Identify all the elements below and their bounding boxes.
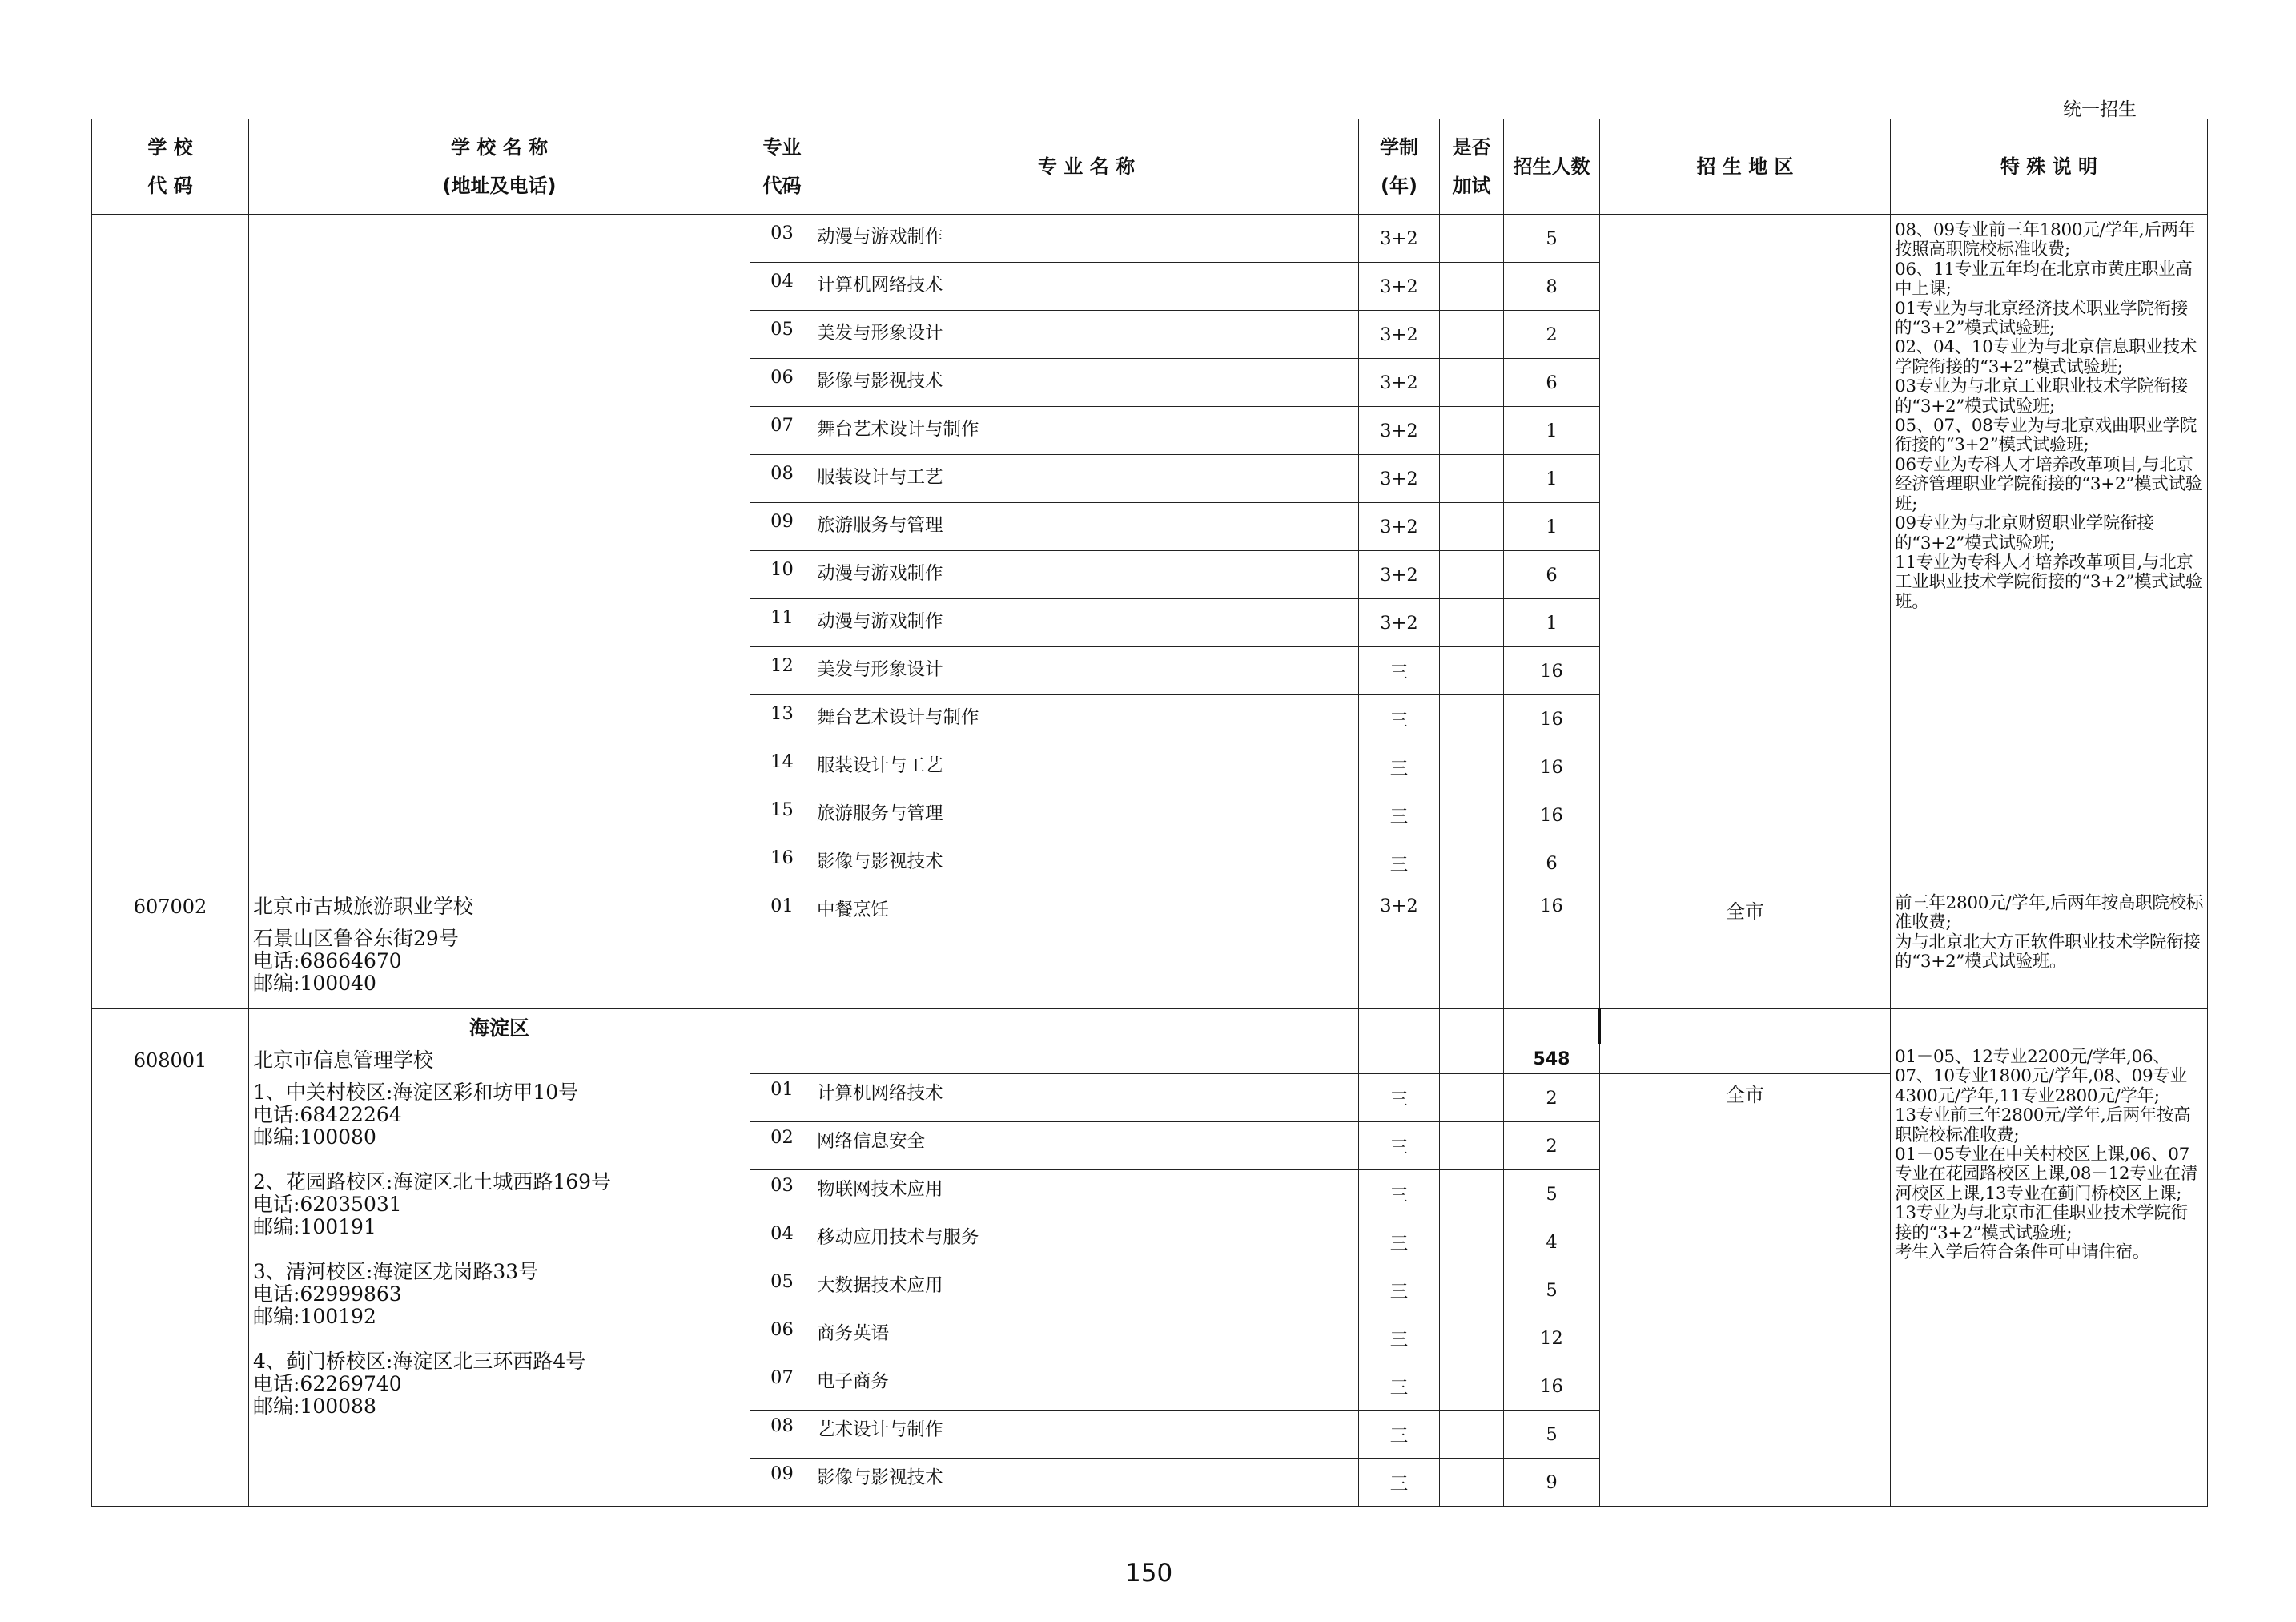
duration: 3+2 xyxy=(1359,407,1440,455)
major-name: 物联网技术应用 xyxy=(814,1170,1359,1218)
major-name: 舞台艺术设计与制作 xyxy=(814,407,1359,455)
school-name: 北京市信息管理学校 xyxy=(253,1048,434,1072)
school-608001 xyxy=(92,1044,2208,1507)
school-code xyxy=(92,215,249,887)
major-code: 03 xyxy=(750,215,814,263)
page-number: 150 xyxy=(1125,1559,1173,1588)
major-code: 03 xyxy=(750,1170,814,1218)
major-code xyxy=(750,1044,814,1074)
major-code: 12 xyxy=(750,647,814,695)
district-row xyxy=(92,1009,2208,1044)
enroll-count: 16 xyxy=(1504,791,1600,839)
school-name: 北京市古城旅游职业学校 xyxy=(253,895,474,918)
major-code: 05 xyxy=(750,1266,814,1314)
duration: 三 xyxy=(1359,647,1440,695)
enroll-count: 2 xyxy=(1504,1122,1600,1170)
duration: 三 xyxy=(1359,1074,1440,1122)
school-info xyxy=(249,215,750,887)
district-name: 海淀区 xyxy=(249,1009,750,1044)
major-name: 旅游服务与管理 xyxy=(814,503,1359,551)
enroll-count: 16 xyxy=(1504,695,1600,743)
major-code: 16 xyxy=(750,839,814,887)
enroll-count: 4 xyxy=(1504,1218,1600,1266)
major-code: 15 xyxy=(750,791,814,839)
enroll-count: 5 xyxy=(1504,215,1600,263)
enroll-count: 1 xyxy=(1504,407,1600,455)
duration: 3+2 xyxy=(1359,887,1440,1009)
enroll-count: 16 xyxy=(1504,1362,1600,1411)
extra-test xyxy=(1440,1266,1504,1314)
notes: 08、09专业前三年1800元/学年,后两年按照高职院校标准收费; 06、11专业五年均在北京市黄庄职业高中上课; 01专业为与北京经济技术职业学院衔接的“3+2”模式试验班; 02、04、10专业为与北京信息职业技术学院衔接的“3+2”模式试验班; 03专业为与北京工业职业技术学院衔接的“3+2”模式试验班; 05、07、08专业为与北京戏曲职业学院衔接的“3+2”模式试验班; 06专业为专科人才培养改革项目,与北京经济管理职业学院衔接的“3+2”模式试验班; 09专业为与北京财贸职业学院衔接的“3+2”模式试验班; 11专业为专科人才培养改革项目,与北京工业职业技术学院衔接的“3+2”模式试验班。 xyxy=(1891,215,2208,887)
group1-rows xyxy=(92,215,2208,887)
extra-test xyxy=(1440,839,1504,887)
header-school-code: 学 校 代 码 xyxy=(92,119,249,215)
duration: 三 xyxy=(1359,1122,1440,1170)
duration: 三 xyxy=(1359,839,1440,887)
extra-test xyxy=(1440,743,1504,791)
duration: 3+2 xyxy=(1359,599,1440,647)
header-region: 招 生 地 区 xyxy=(1600,119,1891,215)
extra-test xyxy=(1440,359,1504,407)
major-name: 网络信息安全 xyxy=(814,1122,1359,1170)
enroll-count: 16 xyxy=(1504,743,1600,791)
enroll-count: 5 xyxy=(1504,1170,1600,1218)
header-duration: 学制 (年) xyxy=(1359,119,1440,215)
extra-test xyxy=(1440,1122,1504,1170)
enroll-count: 5 xyxy=(1504,1411,1600,1459)
school-607002 xyxy=(92,887,2208,1044)
major-name: 中餐烹饪 xyxy=(814,887,1359,1009)
enroll-count: 9 xyxy=(1504,1459,1600,1507)
school-address: 石景山区鲁谷东街29号 电话:68664670 邮编:100040 xyxy=(253,927,459,995)
school-code: 608001 xyxy=(92,1044,249,1507)
extra-test xyxy=(1440,263,1504,311)
major-code: 10 xyxy=(750,551,814,599)
header-notes: 特 殊 说 明 xyxy=(1891,119,2208,215)
major-code: 11 xyxy=(750,599,814,647)
enroll-count: 16 xyxy=(1504,647,1600,695)
enroll-count: 12 xyxy=(1504,1314,1600,1362)
header-extra-test: 是否 加试 xyxy=(1440,119,1504,215)
duration: 3+2 xyxy=(1359,551,1440,599)
extra-test xyxy=(1440,1074,1504,1122)
page-category-tag: 统一招生 xyxy=(2063,99,2137,120)
major-code: 04 xyxy=(750,263,814,311)
enroll-count: 2 xyxy=(1504,1074,1600,1122)
duration: 三 xyxy=(1359,791,1440,839)
duration: 3+2 xyxy=(1359,503,1440,551)
enrollment-table xyxy=(91,119,2208,1507)
duration: 三 xyxy=(1359,1362,1440,1411)
extra-test xyxy=(1440,1314,1504,1362)
school-info xyxy=(249,887,750,1009)
major-name: 影像与影视技术 xyxy=(814,1459,1359,1507)
extra-test xyxy=(1440,1362,1504,1411)
major-name xyxy=(814,1044,1359,1074)
duration: 3+2 xyxy=(1359,455,1440,503)
major-code: 02 xyxy=(750,1122,814,1170)
major-name: 美发与形象设计 xyxy=(814,647,1359,695)
region xyxy=(1600,215,1891,887)
major-code: 08 xyxy=(750,1411,814,1459)
duration: 3+2 xyxy=(1359,359,1440,407)
extra-test xyxy=(1440,1411,1504,1459)
major-code: 07 xyxy=(750,1362,814,1411)
school-info xyxy=(249,1044,750,1507)
region-top xyxy=(1600,1044,1891,1074)
enroll-count: 5 xyxy=(1504,1266,1600,1314)
major-code: 01 xyxy=(750,1074,814,1122)
major-name: 动漫与游戏制作 xyxy=(814,551,1359,599)
duration xyxy=(1359,1044,1440,1074)
enroll-count: 1 xyxy=(1504,503,1600,551)
duration: 三 xyxy=(1359,743,1440,791)
region: 全市 xyxy=(1600,1074,1891,1507)
extra-test xyxy=(1440,887,1504,1009)
major-name: 服装设计与工艺 xyxy=(814,455,1359,503)
major-name: 计算机网络技术 xyxy=(814,1074,1359,1122)
extra-test xyxy=(1440,215,1504,263)
extra-test xyxy=(1440,1459,1504,1507)
major-name: 电子商务 xyxy=(814,1362,1359,1411)
major-code: 04 xyxy=(750,1218,814,1266)
extra-test xyxy=(1440,407,1504,455)
header-major-code: 专业 代码 xyxy=(750,119,814,215)
major-code: 08 xyxy=(750,455,814,503)
duration: 三 xyxy=(1359,1218,1440,1266)
duration: 三 xyxy=(1359,1459,1440,1507)
school-address: 1、中关村校区:海淀区彩和坊甲10号 电话:68422264 邮编:100080 2、花园路校区:海淀区北土城西路169号 电话:62035031 邮编:100191 3、清河校区:海淀区龙岗路33号 电话:62999863 邮编:100192 4、蓟门桥校区:海淀区北三环西路4号 电话:62269740 邮编:100088 xyxy=(253,1081,612,1418)
major-name: 移动应用技术与服务 xyxy=(814,1218,1359,1266)
major-name: 艺术设计与制作 xyxy=(814,1411,1359,1459)
major-code: 14 xyxy=(750,743,814,791)
major-code: 05 xyxy=(750,311,814,359)
duration: 三 xyxy=(1359,1411,1440,1459)
major-code: 09 xyxy=(750,503,814,551)
enroll-count: 8 xyxy=(1504,263,1600,311)
major-code: 09 xyxy=(750,1459,814,1507)
major-code: 13 xyxy=(750,695,814,743)
enroll-total: 548 xyxy=(1504,1044,1600,1074)
enroll-count: 6 xyxy=(1504,359,1600,407)
school-summary-row xyxy=(92,1044,2208,1074)
duration: 三 xyxy=(1359,695,1440,743)
extra-test xyxy=(1440,455,1504,503)
extra-test xyxy=(1440,1044,1504,1074)
major-code: 06 xyxy=(750,359,814,407)
extra-test xyxy=(1440,647,1504,695)
enroll-count: 6 xyxy=(1504,551,1600,599)
duration: 三 xyxy=(1359,1314,1440,1362)
extra-test xyxy=(1440,311,1504,359)
school-code: 607002 xyxy=(92,887,249,1009)
duration: 3+2 xyxy=(1359,215,1440,263)
notes: 前三年2800元/学年,后两年按高职院校标准收费; 为与北京北大方正软件职业技术学院衔接的“3+2”模式试验班。 xyxy=(1891,887,2208,1009)
enroll-count: 2 xyxy=(1504,311,1600,359)
extra-test xyxy=(1440,551,1504,599)
table-header-row xyxy=(92,119,2208,215)
region: 全市 xyxy=(1600,887,1891,1009)
header-enroll-count: 招生人数 xyxy=(1504,119,1600,215)
major-name: 美发与形象设计 xyxy=(814,311,1359,359)
duration: 三 xyxy=(1359,1266,1440,1314)
header-major-name: 专 业 名 称 xyxy=(814,119,1359,215)
extra-test xyxy=(1440,503,1504,551)
duration: 三 xyxy=(1359,1170,1440,1218)
duration: 3+2 xyxy=(1359,263,1440,311)
notes: 01－05、12专业2200元/学年,06、07、10专业1800元/学年,08、09专业4300元/学年,11专业2800元/学年; 13专业前三年2800元/学年,后两年按高职院校标准收费; 01－05专业在中关村校区上课,06、07专业在花园路校区上课,08－12专业在清河校区上课,13专业在蓟门桥校区上课; 13专业为与北京市汇佳职业技术学院衔接的“3+2”模式试验班; 考生入学后符合条件可申请住宿。 xyxy=(1891,1044,2208,1507)
enroll-count: 16 xyxy=(1504,887,1600,1009)
major-name: 大数据技术应用 xyxy=(814,1266,1359,1314)
major-code: 07 xyxy=(750,407,814,455)
extra-test xyxy=(1440,599,1504,647)
major-name: 舞台艺术设计与制作 xyxy=(814,695,1359,743)
enroll-count: 6 xyxy=(1504,839,1600,887)
major-name: 动漫与游戏制作 xyxy=(814,215,1359,263)
major-name: 旅游服务与管理 xyxy=(814,791,1359,839)
major-code: 01 xyxy=(750,887,814,1009)
major-code: 06 xyxy=(750,1314,814,1362)
major-name: 动漫与游戏制作 xyxy=(814,599,1359,647)
enroll-count: 1 xyxy=(1504,455,1600,503)
extra-test xyxy=(1440,1170,1504,1218)
extra-test xyxy=(1440,791,1504,839)
major-name: 商务英语 xyxy=(814,1314,1359,1362)
header-school-name: 学 校 名 称 (地址及电话) xyxy=(249,119,750,215)
extra-test xyxy=(1440,1218,1504,1266)
major-name: 影像与影视技术 xyxy=(814,359,1359,407)
enroll-count: 1 xyxy=(1504,599,1600,647)
table-row xyxy=(92,215,2208,263)
major-name: 计算机网络技术 xyxy=(814,263,1359,311)
duration: 3+2 xyxy=(1359,311,1440,359)
major-name: 影像与影视技术 xyxy=(814,839,1359,887)
extra-test xyxy=(1440,695,1504,743)
major-name: 服装设计与工艺 xyxy=(814,743,1359,791)
